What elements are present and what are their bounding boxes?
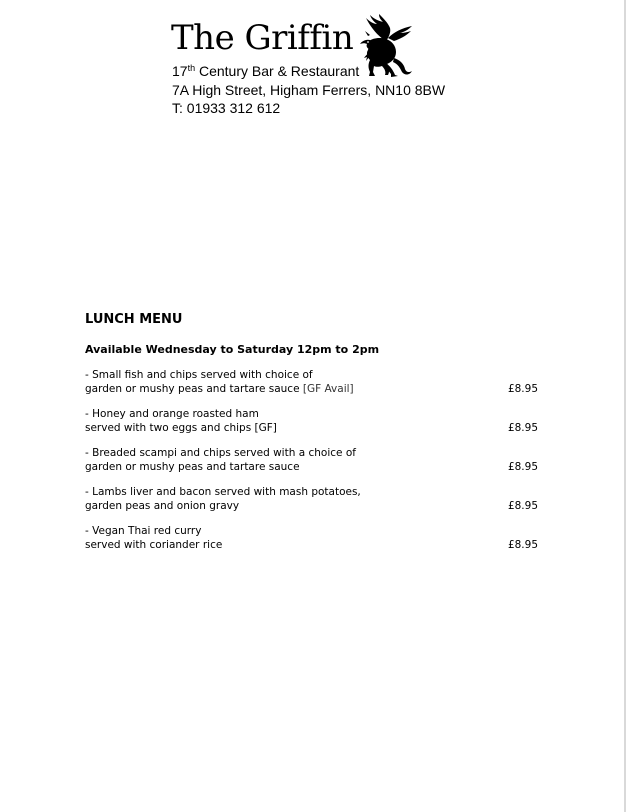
menu-item bbox=[85, 446, 540, 476]
menu-item bbox=[85, 485, 540, 515]
item-description-line-2: garden or mushy peas and tartare sauce bbox=[85, 383, 300, 395]
item-description-line-2: served with two eggs and chips [GF] bbox=[85, 422, 277, 434]
item-description-line-2: served with coriander rice bbox=[85, 539, 223, 551]
griffin-icon bbox=[358, 14, 414, 78]
menu-item bbox=[85, 407, 540, 437]
item-price: £8.95 bbox=[507, 422, 538, 434]
tagline-ordinal: th bbox=[187, 63, 196, 73]
item-price: £8.95 bbox=[507, 500, 538, 512]
menu-item bbox=[85, 524, 540, 554]
item-description-line-1: - Vegan Thai red curry bbox=[85, 525, 202, 537]
item-price: £8.95 bbox=[507, 539, 538, 551]
item-description-line-1: - Lambs liver and bacon served with mash potatoes, bbox=[85, 486, 361, 498]
restaurant-name: The Griffin bbox=[171, 18, 354, 58]
tagline-text: Century Bar & Restaurant bbox=[195, 63, 360, 79]
address: 7A High Street, Higham Ferrers, NN10 8BW bbox=[172, 82, 446, 98]
menu-title: LUNCH MENU bbox=[85, 312, 183, 327]
item-description-line-2: garden or mushy peas and tartare sauce bbox=[85, 461, 300, 473]
item-description-line-1: - Honey and orange roasted ham bbox=[85, 408, 259, 420]
item-price: £8.95 bbox=[507, 461, 538, 473]
item-description-line-1: - Small fish and chips served with choice of bbox=[85, 369, 313, 381]
tagline-number: 17 bbox=[172, 63, 188, 79]
item-description-line-2: garden peas and onion gravy bbox=[85, 500, 240, 512]
availability-text: Available Wednesday to Saturday 12pm to 2pm bbox=[85, 343, 380, 356]
tagline bbox=[172, 62, 359, 80]
item-price: £8.95 bbox=[507, 383, 538, 395]
gluten-free-note: [GF Avail] bbox=[299, 383, 354, 395]
item-description-line-1: - Breaded scampi and chips served with a choice of bbox=[85, 447, 356, 459]
phone-number: T: 01933 312 612 bbox=[172, 100, 281, 116]
menu-item bbox=[85, 368, 540, 398]
